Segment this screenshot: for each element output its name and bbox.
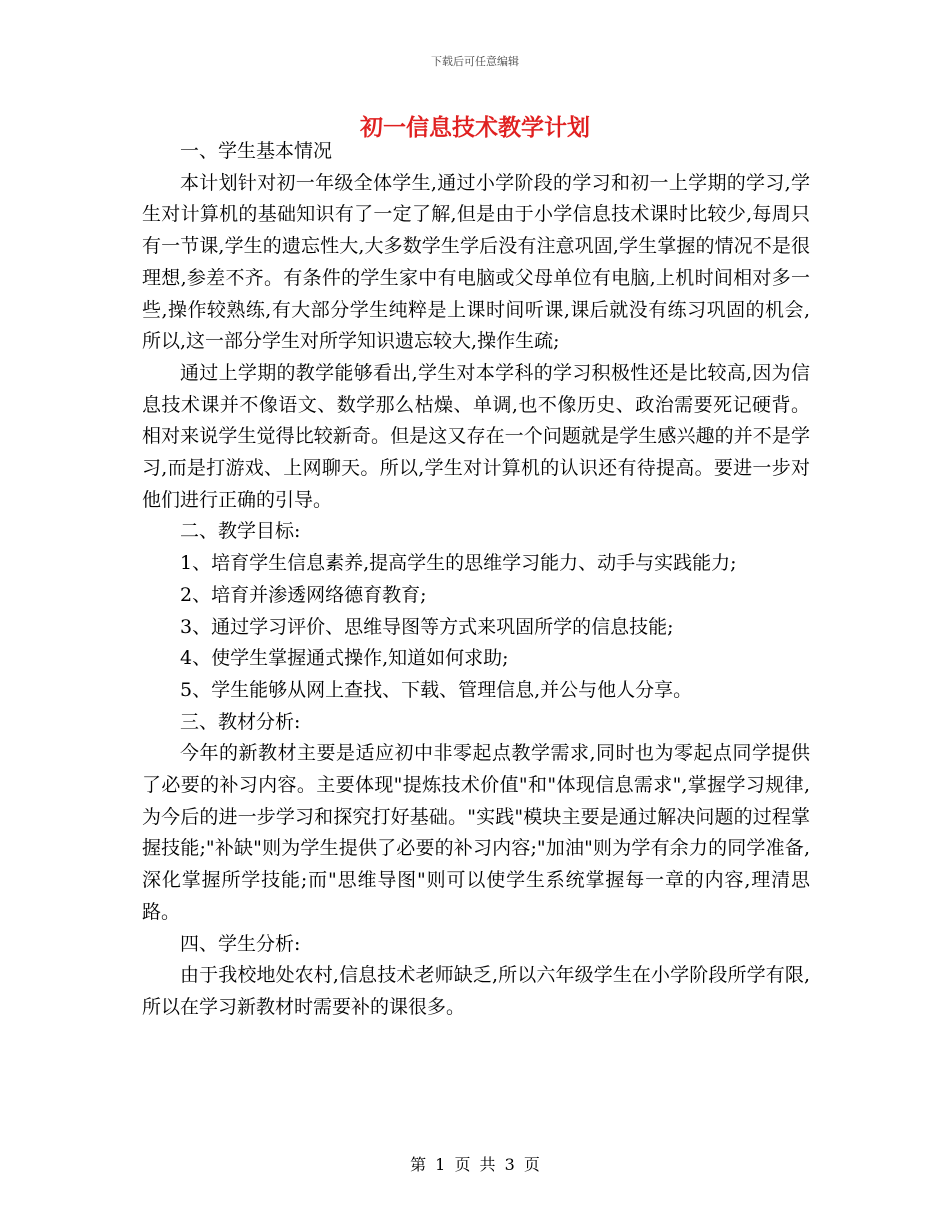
section-heading-student-analysis: 四、学生分析: [180, 932, 301, 955]
section-heading-goals: 二、教学目标: [180, 520, 301, 543]
section-heading-textbook: 三、教材分析: [180, 710, 301, 733]
document-body [142, 136, 810, 1024]
paragraph-learning-interest: 通过上学期的教学能够看出,学生对本学科的学习积极性还是比较高,因为信息技术课并不像语文、数学那么枯燥、单调,也不像历史、政治需要死记硬背。相对来说学生觉得比较新奇。但是这又存在一个问题就是学生感兴趣的并不是学习,而是打游戏、上网聊天。所以,学生对计算机的认识还有待提高。要进一步对他们进行正确的引导。 [142, 361, 810, 511]
paragraph-student-analysis: 由于我校地处农村,信息技术老师缺乏,所以六年级学生在小学阶段所学有限,所以在学习新教材时需要补的课很多。 [142, 964, 810, 1018]
page-header-note: 下载后可任意编辑 [431, 55, 519, 68]
page-number: 第 1 页 共 3 页 [410, 1155, 540, 1174]
paragraph-student-situation: 本计划针对初一年级全体学生,通过小学阶段的学习和初一上学期的学习,学生对计算机的基础知识有了一定了解,但是由于小学信息技术课时比较少,每周只有一节课,学生的遗忘性大,大多数学生学后没有注意巩固,学生掌握的情况不是很理想,参差不齐。有条件的学生家中有电脑或父母单位有电脑,上机时间相对多一些,操作较熟练,有大部分学生纯粹是上课时间听课,课后就没有练习巩固的机会,所以,这一部分学生对所学知识遗忘较大,操作生疏; [142, 171, 810, 353]
goal-item-4: 4、使学生掌握通式操作,知道如何求助; [180, 647, 509, 670]
goal-item-5: 5、学生能够从网上查找、下载、管理信息,并公与他人分享。 [180, 678, 693, 701]
paragraph-textbook-analysis: 今年的新教材主要是适应初中非零起点教学需求,同时也为零起点同学提供了必要的补习内容。主要体现"提炼技术价值"和"体现信息需求",掌握学习规律,为今后的进一步学习和探究打好基础。"实践"模块主要是通过解决问题的过程掌握技能;"补缺"则为学生提供了必要的补习内容;"加油"则为学有余力的同学准备,深化掌握所学技能;而"思维导图"则可以使学生系统掌握每一章的内容,理清思路。 [142, 742, 810, 923]
document-title: 初一信息技术教学计划 [360, 114, 590, 141]
goal-item-2: 2、培育并渗透网络德育教育; [180, 583, 427, 606]
section-heading-students: 一、学生基本情况 [180, 140, 333, 162]
goal-item-3: 3、通过学习评价、思维导图等方式来巩固所学的信息技能; [180, 615, 674, 638]
goal-item-1: 1、培育学生信息素养,提高学生的思维学习能力、动手与实践能力; [180, 552, 737, 575]
